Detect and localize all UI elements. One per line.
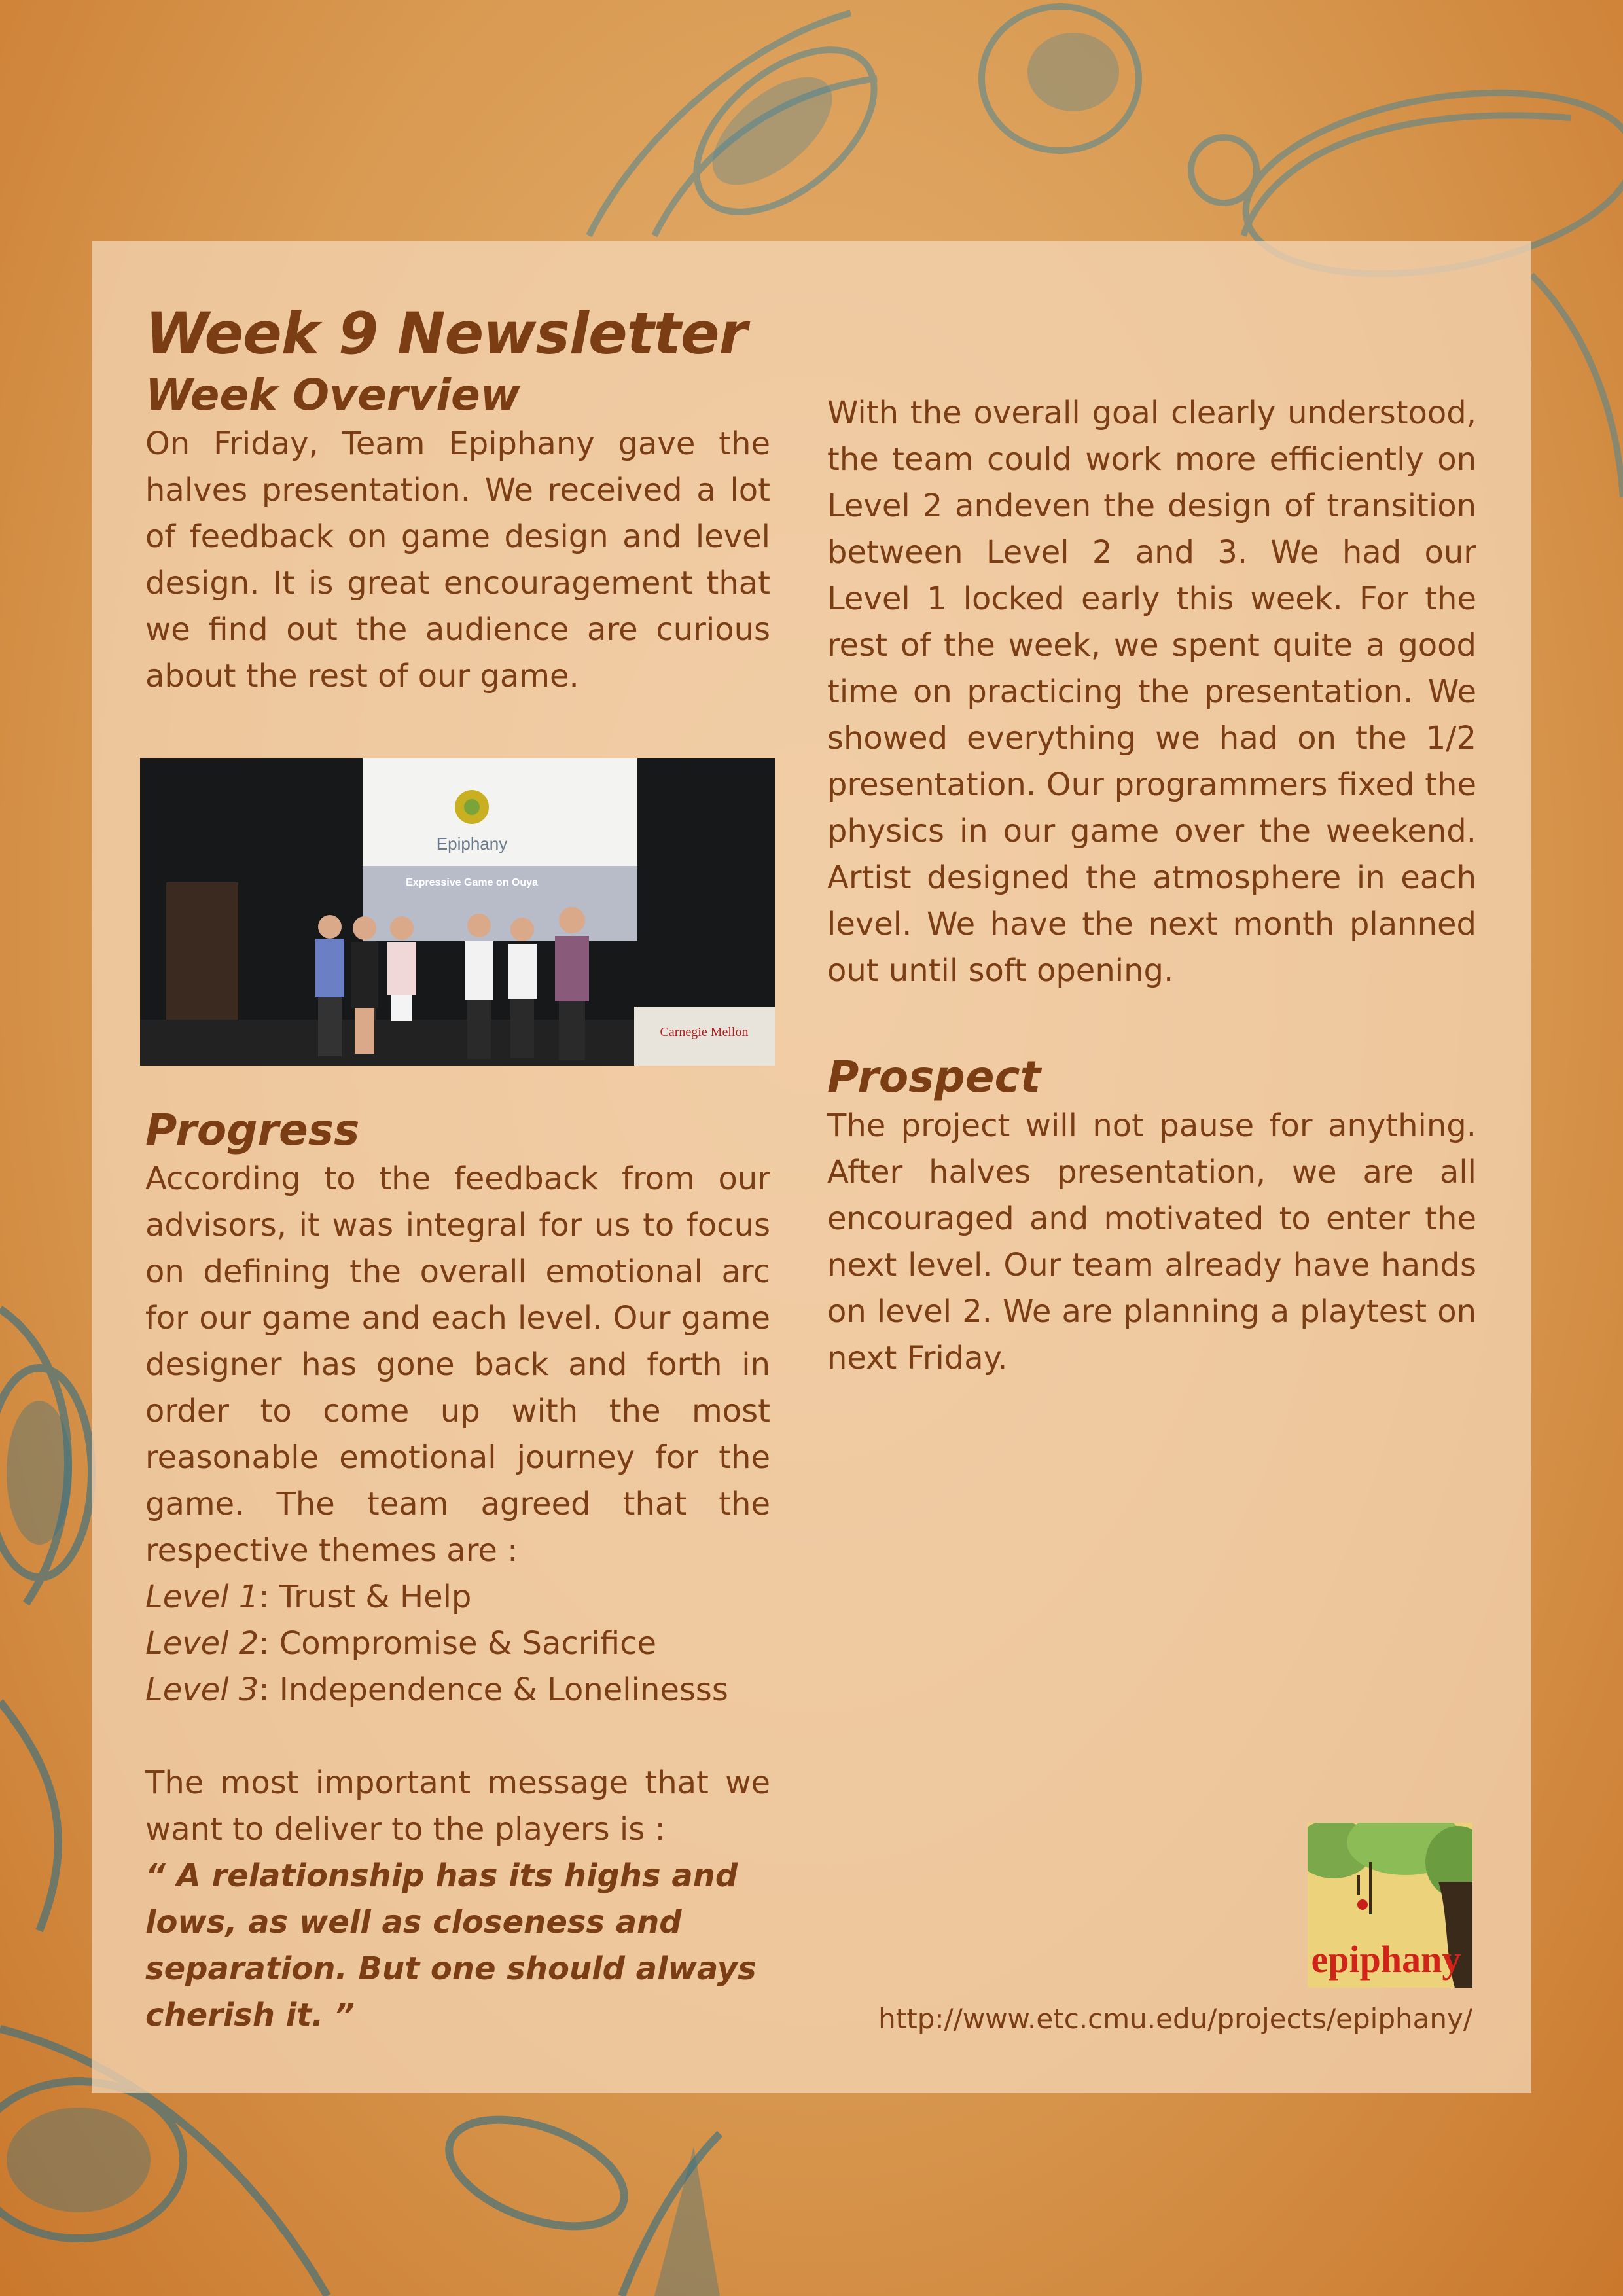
level-3-label: Level 3 xyxy=(145,1672,259,1708)
presentation-photo xyxy=(140,758,775,1066)
project-url-link[interactable]: http://www.etc.cmu.edu/projects/epiphany/ xyxy=(878,2003,1472,2035)
logo-art xyxy=(1308,1823,1472,1988)
screen-subtitle: Expressive Game on Ouya xyxy=(406,877,538,888)
progress-section xyxy=(145,1105,770,2039)
right-column xyxy=(827,390,1476,1382)
level-list xyxy=(145,1574,770,1713)
screen-title: Epiphany xyxy=(436,834,508,853)
logo-wordmark: epiphany xyxy=(1311,1938,1461,1981)
week-overview-heading: Week Overview xyxy=(145,370,520,420)
level-1-label: Level 1 xyxy=(145,1579,259,1615)
progress-text: According to the feedback from our advisors, it was integral for us to focus on defining the overall emotional arc for our game and each level. Our game designer has gone back and forth in order to come up with the most reasonable emotional journey for the game. The team agreed that the respective themes are : xyxy=(145,1160,770,1569)
week-overview-text: On Friday, Team Epiphany gave the halves presentation. We received a lot of feedback on game design and level design. It is great encouragement that we find out the audience are curious about the rest of our game. xyxy=(145,425,770,694)
level-3-item xyxy=(145,1667,770,1713)
level-1-item xyxy=(145,1574,770,1621)
prospect-text: The project will not pause for anything. After halves presentation, we are all encouraged and motivated to enter the next level. Our team already have hands on level 2. We are planning a playtest on next Friday. xyxy=(827,1107,1476,1376)
key-message-quote: “ A relationship has its highs and lows, as well as closeness and separation. But one should always cherish it. ” xyxy=(145,1857,757,2034)
continued-text: With the overall goal clearly understood, the team could work more efficiently on Level 2 andeven the design of transition between Level 2 and 3. We had our Level 1 locked early this week. For the rest of the week, we spent quite a good time on practicing the presentation. We showed everything we had on the 1/2 presentation. Our programmers fixed the physics in our game over the weekend. Artist designed the atmosphere in each level. We have the next month planned out until soft opening. xyxy=(827,395,1476,989)
level-2-item xyxy=(145,1621,770,1667)
level-1-theme: : Trust & Help xyxy=(259,1579,472,1615)
photo-illustration xyxy=(140,758,775,1066)
newsletter-title: Week 9 Newsletter xyxy=(145,300,747,367)
level-2-label: Level 2 xyxy=(145,1625,259,1662)
level-2-theme: : Compromise & Sacrifice xyxy=(259,1625,657,1662)
epiphany-logo xyxy=(1308,1823,1472,1988)
left-column xyxy=(145,298,770,700)
podium-text: Carnegie Mellon xyxy=(660,1025,749,1039)
level-3-theme: : Independence & Lonelinesss xyxy=(259,1672,728,1708)
message-intro: The most important message that we want to deliver to the players is : xyxy=(145,1765,770,1848)
prospect-heading: Prospect xyxy=(827,1052,1041,1102)
progress-heading: Progress xyxy=(145,1105,360,1155)
